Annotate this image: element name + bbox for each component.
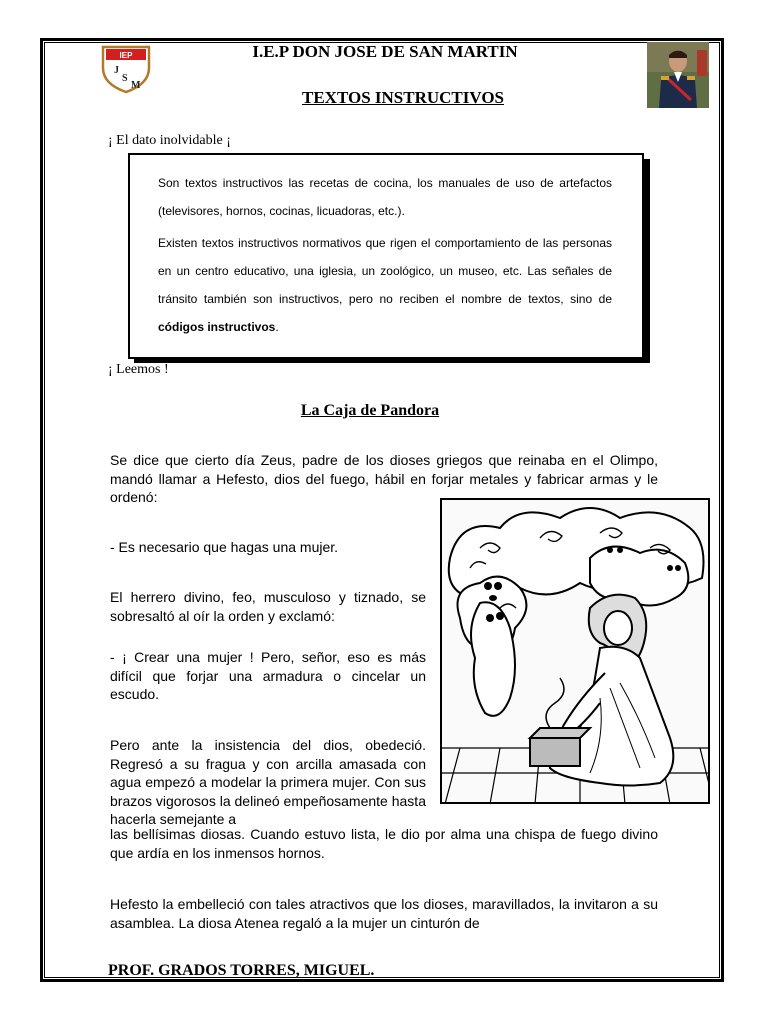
info-paragraph-2	[158, 229, 612, 341]
crest-initial-3: M	[131, 80, 141, 91]
story-paragraph-1: Se dice que cierto día Zeus, padre de los dioses griegos que reinaba en el Olimpo, mandó llamar a Hefesto, dios del fuego, hábil en forjar metales y fabricar armas y le ordenó:	[110, 452, 658, 505]
info-paragraph-1: Son textos instructivos las recetas de cocina, los manuales de uso de artefactos (televisores, hornos, cocinas, licuadoras, etc.).	[158, 176, 612, 218]
info-box	[128, 153, 644, 359]
story-title: La Caja de Pandora	[300, 402, 440, 419]
story-paragraph-5a: Pero ante la insistencia del dios, obedeció. Regresó a su fragua y con arcilla amasada con agua empezó a modelar la primera mujer. Con sus brazos vigorosos la delineó empeñosamente hasta hacerla semejante a	[110, 737, 426, 827]
info-paragraph-2-text: Existen textos instructivos normativos que rigen el comportamiento de las personas en un centro educativo, una iglesia, un zoológico, un museo, etc. Las señales de tránsito también son instructivos, pero no reciben el nombre de textos, sino de	[158, 236, 612, 306]
san-martin-portrait	[647, 42, 709, 108]
crest-label: IEP	[119, 51, 133, 60]
story-paragraph-2: - Es necesario que hagas una mujer.	[110, 539, 339, 555]
document-title: TEXTOS INSTRUCTIVOS	[302, 88, 504, 107]
story-paragraph-4: - ¡ Crear una mujer ! Pero, señor, eso es más difícil que forjar una armadura o cincelar un escudo.	[110, 649, 426, 702]
author-footer: PROF. GRADOS TORRES, MIGUEL.	[108, 962, 375, 979]
read-label: ¡ Leemos !	[108, 362, 169, 377]
school-crest-logo	[100, 44, 152, 94]
callout-label: ¡ El dato inolvidable ¡	[108, 133, 231, 148]
story-paragraph-5b: las bellísimas diosas. Cuando estuvo lista, le dio por alma una chispa de fuego divino que ardía en los inmensos hornos.	[110, 826, 658, 861]
pandora-illustration	[440, 498, 710, 804]
crest-initial-1: J	[114, 65, 119, 76]
info-paragraph-2-end: .	[275, 320, 279, 334]
crest-initial-2: S	[122, 73, 128, 84]
story-paragraph-3: El herrero divino, feo, musculoso y tiznado, se sobresaltó al oír la orden y exclamó:	[110, 589, 426, 624]
school-name: I.E.P DON JOSE DE SAN MARTIN	[252, 42, 518, 61]
info-bold-term: códigos instructivos	[158, 320, 276, 334]
story-paragraph-6: Hefesto la embelleció con tales atractivos que los dioses, maravillados, la invitaron a su asamblea. La diosa Atenea regaló a la mujer un cinturón de	[110, 896, 658, 931]
